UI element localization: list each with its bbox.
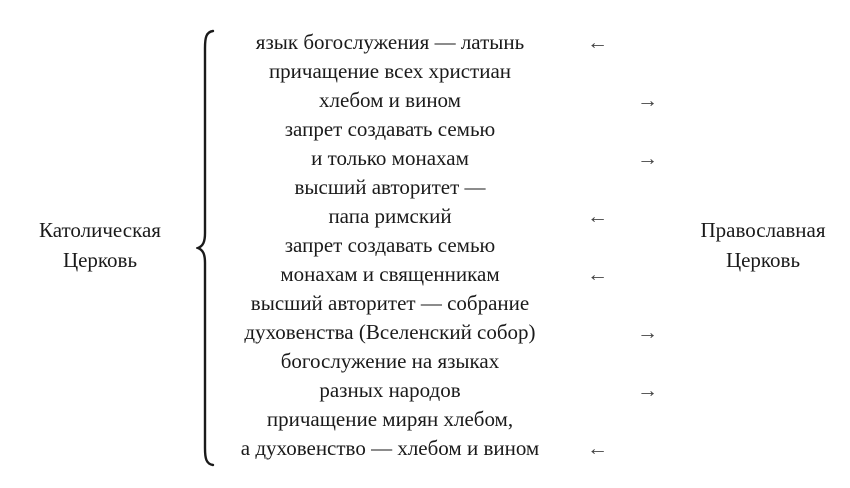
- difference-line: и только монахам: [311, 146, 469, 170]
- arrow-right-icon: →: [637, 378, 658, 402]
- difference-line: разных народов: [319, 378, 461, 402]
- difference-line: запрет создавать семью: [284, 117, 496, 141]
- catholic-label-line-2: Церковь: [62, 248, 138, 272]
- orthodox-label-line-2: Церковь: [725, 248, 801, 272]
- difference-line: причащение всех христиан: [268, 59, 512, 83]
- catholic-label-line-1: Католическая: [39, 218, 161, 242]
- difference-line: монахам и священникам: [280, 262, 500, 286]
- difference-line: запрет создавать семью: [284, 233, 496, 257]
- arrow-right-icon: →: [637, 320, 658, 344]
- catholic-church-label: [20, 215, 180, 275]
- difference-line: хлебом и вином: [319, 88, 461, 112]
- difference-line: высший авторитет —: [294, 175, 486, 199]
- difference-line: богослужение на языках: [280, 349, 500, 373]
- difference-line: причащение мирян хлебом,: [266, 407, 514, 431]
- orthodox-label-line-1: Православная: [700, 218, 826, 242]
- difference-line: а духовенство — хлебом и вином: [240, 436, 540, 460]
- orthodox-church-label: [683, 215, 843, 275]
- difference-line: папа римский: [328, 204, 452, 228]
- difference-line: высший авторитет — собрание: [250, 291, 530, 315]
- arrow-left-icon: ←: [587, 436, 608, 460]
- arrow-left-icon: ←: [587, 262, 608, 286]
- difference-line: духовенства (Вселенский собор): [244, 320, 536, 344]
- arrow-left-icon: ←: [587, 204, 608, 228]
- arrow-left-icon: ←: [587, 30, 608, 54]
- difference-line: язык богослужения — латынь: [255, 30, 525, 54]
- arrow-right-icon: →: [637, 88, 658, 112]
- arrow-right-icon: →: [637, 146, 658, 170]
